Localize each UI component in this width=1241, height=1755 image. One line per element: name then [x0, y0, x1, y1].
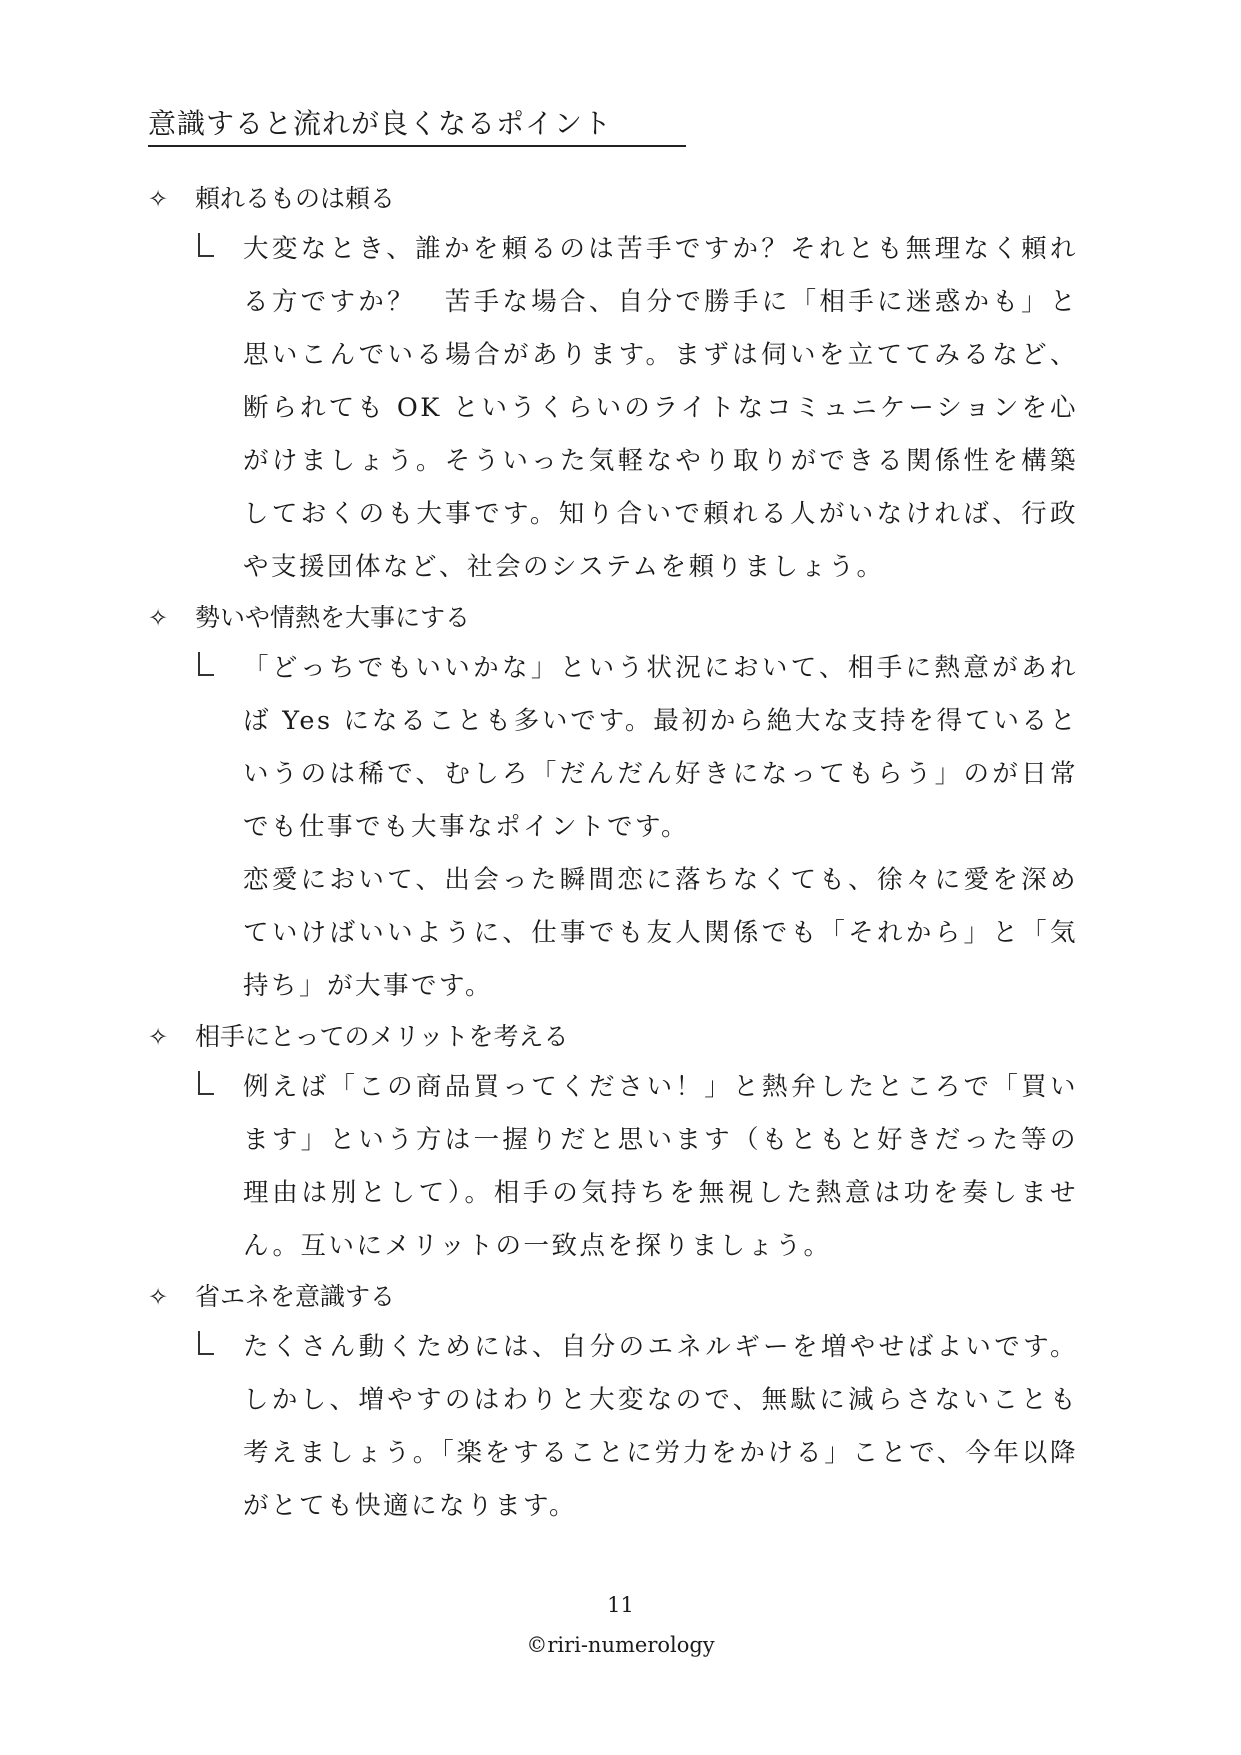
point-paragraph: 「どっちでもいいかな」という状況において、相手に熱意があれば Yes になることも多いです。最初から絶大な支持を得ているというのは稀で、むしろ「だんだん好きになってもらう」のが日常でも仕事でも大事なポイントです。	[243, 653, 1078, 842]
point-body	[148, 1061, 1078, 1273]
point-title-row	[148, 1013, 1098, 1061]
point-body	[148, 1321, 1078, 1533]
corner-bracket-icon	[198, 1071, 214, 1095]
point-paragraph: 大変なとき、誰かを頼るのは苦手ですか？それとも無理なく頼れる方ですか？ 苦手な場合、自分で勝手に「相手に迷惑かも」と思いこんでいる場合があります。まずは伺いを立ててみるなど、断られても OK というくらいのライトなコミュニケーションを心がけましょう。そういった気軽なやり取りができる関係性を構築しておくのも大事です。知り合いで頼れる人がいなければ、行政や支援団体など、社会のシステムを頼りましょう。	[243, 234, 1078, 582]
point-title: 相手にとってのメリットを考える	[195, 1022, 569, 1051]
corner-bracket-icon	[198, 1331, 214, 1355]
point-paragraph: たくさん動くためには、自分のエネルギーを増やせばよいです。しかし、増やすのはわりと大変なので、無駄に減らさないことも考えましょう。「楽をすることに労力をかける」ことで、今年以降がとても快適になります。	[243, 1332, 1078, 1521]
point-paragraph: 恋愛において、出会った瞬間恋に落ちなくても、徐々に愛を深めていけばいいように、仕事でも友人関係でも「それから」と「気持ち」が大事です。	[243, 865, 1078, 1001]
sparkle-bullet-icon: ✧	[148, 604, 169, 632]
sparkle-bullet-icon: ✧	[148, 185, 169, 213]
sparkle-bullet-icon: ✧	[148, 1023, 169, 1051]
page-number: 11	[607, 1593, 634, 1617]
copyright-notice: ©riri-numerology	[526, 1633, 715, 1657]
point-title-row	[148, 594, 1098, 642]
point-list	[148, 175, 1098, 1533]
sparkle-bullet-icon: ✧	[148, 1283, 169, 1311]
point-title-row	[148, 175, 1098, 223]
point-title: 省エネを意識する	[195, 1282, 396, 1311]
heading-underline	[148, 145, 686, 147]
corner-bracket-icon	[198, 652, 214, 676]
point-title-row	[148, 1273, 1098, 1321]
point-title: 頼れるものは頼る	[195, 184, 396, 213]
point-item	[148, 1013, 1098, 1273]
point-item	[148, 594, 1098, 1013]
point-item	[148, 175, 1098, 594]
point-body	[148, 642, 1078, 1013]
page-heading: 意識すると流れが良くなるポイント	[148, 107, 613, 140]
point-paragraph: 例えば「この商品買ってください！」と熱弁したところで「買います」という方は一握りだと思います（もともと好きだった等の理由は別として）。相手の気持ちを無視した熱意は功を奏しません。互いにメリットの一致点を探りましょう。	[243, 1072, 1078, 1261]
point-title: 勢いや情熱を大事にする	[195, 603, 471, 632]
corner-bracket-icon	[198, 233, 214, 257]
point-item	[148, 1273, 1098, 1533]
point-body	[148, 223, 1078, 594]
